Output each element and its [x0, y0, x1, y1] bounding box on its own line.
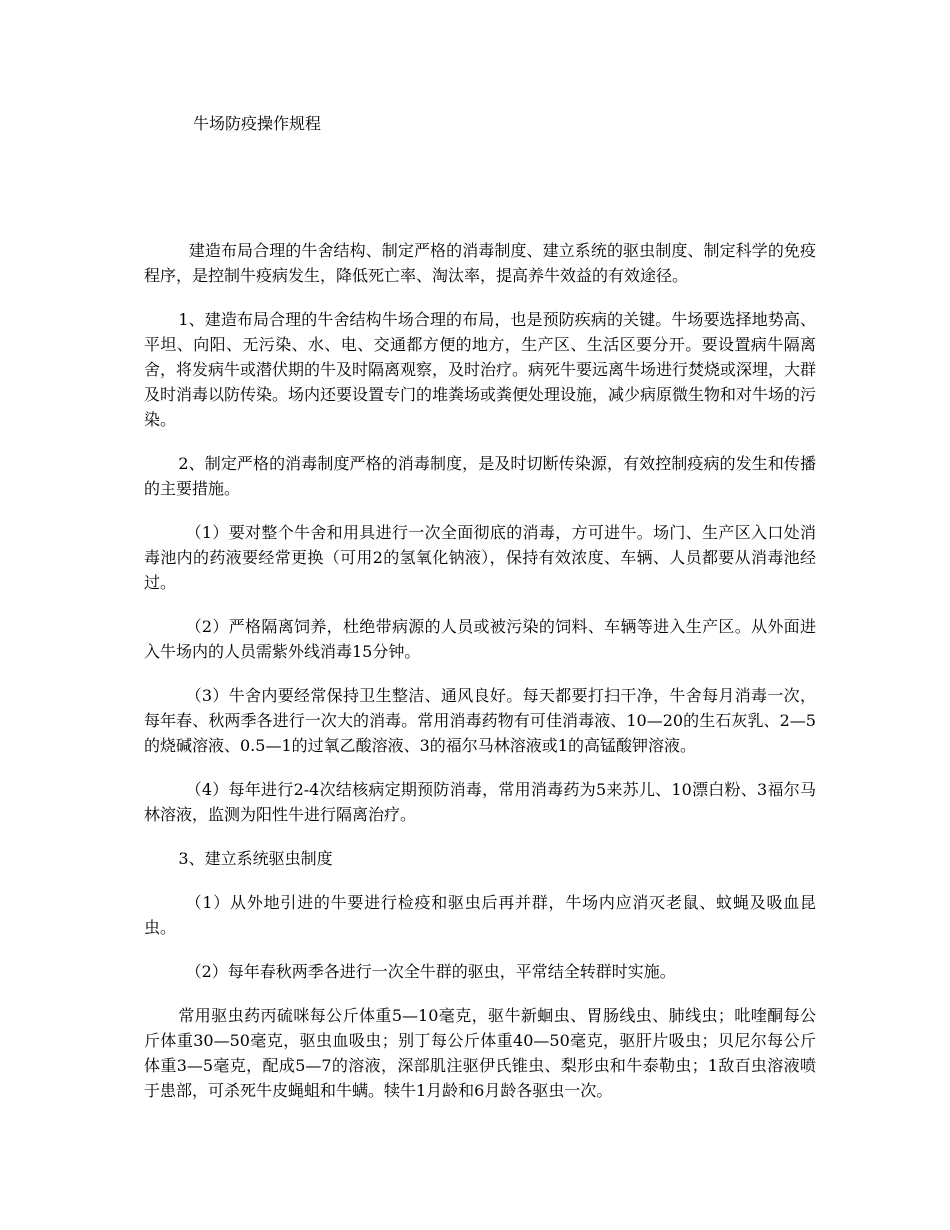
paragraph-7: （4）每年进行2-4次结核病定期预防消毒，常用消毒药为5来苏儿、10漂白粉、3福尔马林溶液，监测为阳性牛进行隔离治疗。	[144, 780, 816, 824]
paragraph-10: （2）每年春秋两季各进行一次全牛群的驱虫，平常结全转群时实施。	[185, 962, 676, 981]
paragraph-1: 建造布局合理的牛舍结构、制定严格的消毒制度、建立系统的驱虫制度、制定科学的免疫程序，是控制牛疫病发生，降低死亡率、淘汰率，提高养牛效益的有效途径。	[144, 241, 816, 285]
paragraph-4: （1）要对整个牛舍和用具进行一次全面彻底的消毒，方可进牛。场门、生产区入口处消毒池内的药液要经常更换（可用2的氢氧化钠液），保持有效浓度、车辆、人员都要从消毒池经过。	[144, 523, 816, 592]
document-title: 牛场防疫操作规程	[193, 114, 322, 133]
paragraph-5: （2）严格隔离饲养，杜绝带病源的人员或被污染的饲料、车辆等进入生产区。从外面进入牛场内的人员需紫外线消毒15分钟。	[144, 617, 816, 661]
paragraph-3: 2、制定严格的消毒制度严格的消毒制度，是及时切断传染源，有效控制疫病的发生和传播的主要措施。	[144, 454, 816, 498]
paragraph-6: （3）牛舍内要经常保持卫生整洁、通风良好。每天都要打扫干净，牛舍每月消毒一次，每年春、秋两季各进行一次大的消毒。常用消毒药物有可佳消毒液、10—20的生石灰乳、2—5的烧碱溶液、0.5—1的过氧乙酸溶液、3的福尔马林溶液或1的高锰酸钾溶液。	[144, 686, 816, 755]
document-body	[144, 238, 816, 1122]
paragraph-9: （1）从外地引进的牛要进行检疫和驱虫后再并群，牛场内应消灭老鼠、蚊蝇及吸血昆虫。	[144, 893, 816, 937]
paragraph-8: 3、建立系统驱虫制度	[178, 849, 333, 868]
paragraph-2: 1、建造布局合理的牛舍结构牛场合理的布局，也是预防疾病的关键。牛场要选择地势高、平坦、向阳、无污染、水、电、交通都方便的地方，生产区、生活区要分开。要设置病牛隔离舍，将发病牛或潜伏期的牛及时隔离观察，及时治疗。病死牛要远离牛场进行焚烧或深埋，大群及时消毒以防传染。场内还要设置专门的堆粪场或粪便处理设施，减少病原微生物和对牛场的污染。	[144, 310, 817, 429]
paragraph-11: 常用驱虫药丙硫咪每公斤体重5—10毫克，驱牛新蛔虫、胃肠线虫、肺线虫；吡喹酮每公斤体重30—50毫克，驱虫血吸虫；别丁每公斤体重40—50毫克，驱肝片吸虫；贝尼尔每公斤体重3—5毫克，配成5—7的溶液，深部肌注驱伊氏锥虫、梨形虫和牛泰勒虫；1敌百虫溶液喷于患部，可杀死牛皮蝇蛆和牛螨。犊牛1月龄和6月龄各驱虫一次。	[144, 1006, 816, 1100]
